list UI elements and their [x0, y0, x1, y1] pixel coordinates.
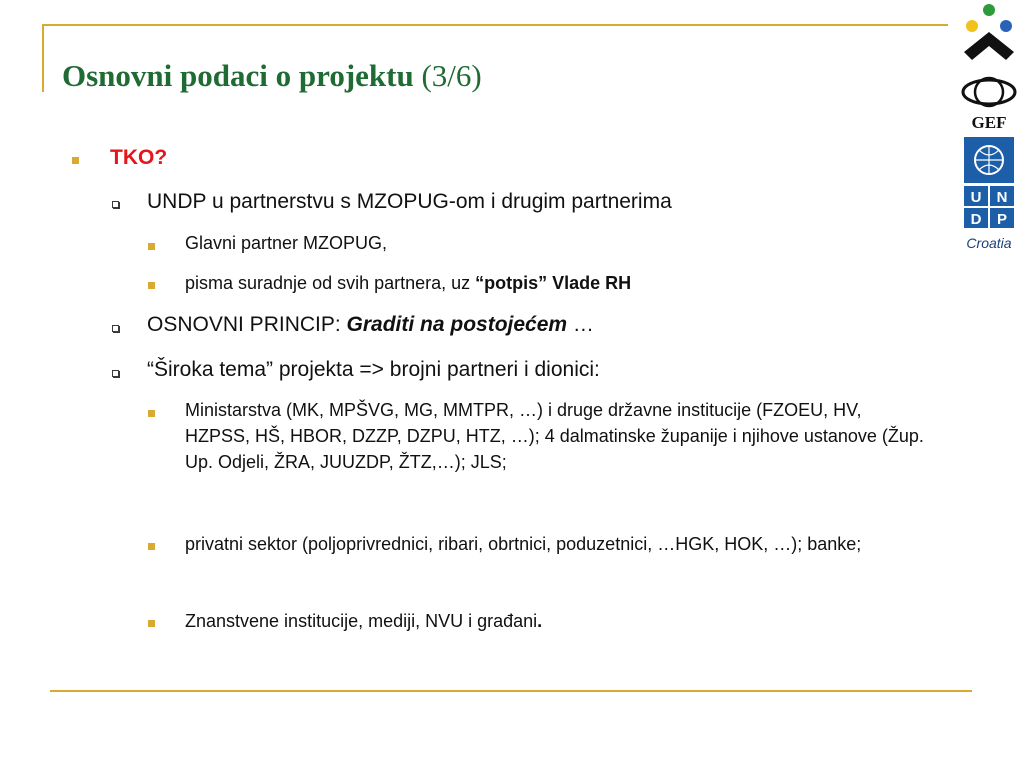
princip-emphasis: Graditi na postojećem	[346, 313, 568, 336]
croatia-label: Croatia	[966, 235, 1012, 251]
undp-letter-n: N	[996, 189, 1008, 206]
bullet-square	[148, 620, 155, 627]
gef-globe-ring	[963, 80, 1015, 104]
znanstvene-period: .	[537, 611, 543, 631]
item-siroka-tema: “Široka tema” projekta => brojni partneri i dionici:	[147, 358, 600, 381]
princip-label: OSNOVNI PRINCIP:	[147, 313, 347, 336]
item-znanstvene	[185, 608, 542, 634]
undp-letter-u: U	[970, 189, 982, 206]
item-privatni-sektor: privatni sektor (poljoprivrednici, ribari, obrtnici, poduzetnici, …HGK, HOK, …); banke;	[185, 534, 862, 554]
gef-dot-green	[983, 4, 995, 16]
item-ministarstva: Ministarstva (MK, MPŠVG, MG, MMTPR, …) i druge državne institucije (FZOEU, HV, HZPSS, HŠ, HBOR, DZZP, DZPU, HTZ, …); 4 dalmatinske županije i njihove ustanove (Žup. Up. Odjeli, ŽRA, JUUZDP, ŽTZ,…); JLS;	[185, 400, 924, 472]
un-emblem-lines	[975, 146, 1003, 174]
frame-left-line	[42, 24, 44, 92]
item-glavni-partner: Glavni partner MZOPUG,	[185, 233, 388, 253]
bullet-square	[148, 282, 155, 289]
bottom-rule	[50, 690, 972, 692]
gef-chevron-icon	[964, 32, 1014, 60]
bullet-square	[148, 243, 155, 250]
bullet-box	[112, 325, 119, 332]
princip-ellipsis: …	[567, 313, 594, 336]
undp-letter-d: D	[970, 211, 982, 228]
gef-logo	[954, 0, 1024, 260]
pisma-text: pisma suradnje od svih partnera, uz	[185, 273, 476, 293]
logo-column	[954, 0, 1024, 260]
title-sub: (3/6)	[421, 58, 482, 93]
pisma-bold-text: “potpis” Vlade RH	[475, 273, 632, 293]
bullet-box	[112, 201, 119, 208]
page-title	[62, 58, 482, 94]
item-osnovni-princip	[147, 313, 594, 337]
heading-tko: TKO?	[110, 146, 168, 169]
item-undp-partner: UNDP u partnerstvu s MZOPUG-om i drugim partnerima	[147, 190, 672, 213]
item-pisma	[185, 270, 631, 296]
bullet-box	[112, 370, 119, 377]
bullet-square	[72, 157, 79, 164]
znanstvene-text: Znanstvene institucije, mediji, NVU i građani	[185, 611, 538, 631]
title-main: Osnovni podaci o projektu	[62, 58, 414, 93]
gef-dot-yellow	[966, 20, 978, 32]
gef-globe-icon	[975, 78, 1003, 106]
gef-label: GEF	[971, 113, 1007, 132]
gef-dot-blue	[1000, 20, 1012, 32]
frame-top-line	[42, 24, 948, 26]
undp-letter-p: P	[996, 211, 1008, 228]
bullet-square	[148, 543, 155, 550]
bullet-square	[148, 410, 155, 417]
